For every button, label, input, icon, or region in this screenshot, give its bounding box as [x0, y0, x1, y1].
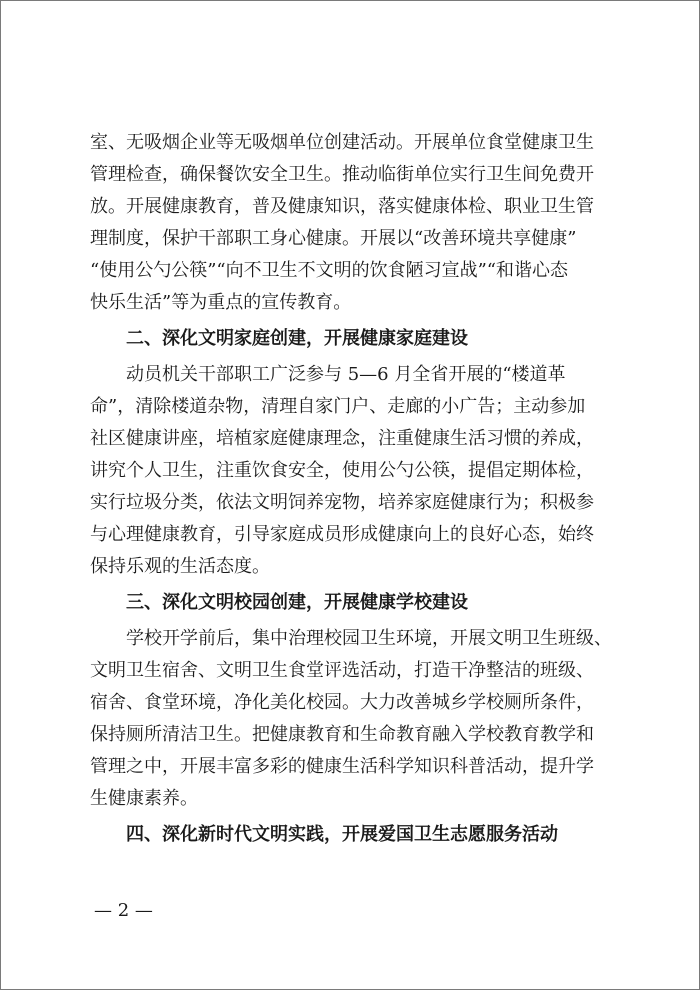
text-line: 与心理健康教育，引导家庭成员形成健康向上的良好心态，始终 — [90, 524, 594, 545]
section-heading-2: 二、深化文明家庭创建，开展健康家庭建设 — [126, 328, 468, 349]
text-line: 放。开展健康教育，普及健康知识，落实健康体检、职业卫生管 — [90, 196, 594, 217]
document-body — [90, 127, 618, 855]
text-line: 文明卫生宿舍、文明卫生食堂评选活动，打造干净整洁的班级、 — [90, 660, 594, 681]
text-line: 管理之中，开展丰富多彩的健康生活科学知识科普活动，提升学 — [90, 756, 594, 777]
section-heading-4: 四、深化新时代文明实践，开展爱国卫生志愿服务活动 — [126, 824, 558, 845]
text-line: 理制度，保护干部职工身心健康。开展以“改善环境共享健康” — [90, 228, 577, 249]
text-line: 快乐生活”等为重点的宣传教育。 — [90, 292, 352, 313]
text-line: 室、无吸烟企业等无吸烟单位创建活动。开展单位食堂健康卫生 — [90, 132, 594, 153]
paragraph-healthy-family — [90, 359, 618, 583]
text-line: 宿舍、食堂环境，净化美化校园。大力改善城乡学校厕所条件， — [90, 692, 594, 713]
section-heading-3: 三、深化文明校园创建，开展健康学校建设 — [126, 592, 468, 613]
paragraph-continued — [90, 127, 618, 319]
text-line: 保持厕所清洁卫生。把健康教育和生命教育融入学校教育教学和 — [90, 724, 594, 745]
text-line: “使用公勺公筷”“向不卫生不文明的饮食陋习宣战”“和谐心态 — [90, 260, 569, 281]
text-line: 社区健康讲座，培植家庭健康理念，注重健康生活习惯的养成， — [90, 428, 594, 449]
text-line: 管理检查，确保餐饮安全卫生。推动临街单位实行卫生间免费开 — [90, 164, 594, 185]
text-line: 命”，清除楼道杂物，清理自家门户、走廊的小广告；主动参加 — [90, 396, 586, 417]
text-line: 保持乐观的生活态度。 — [90, 556, 270, 577]
text-line: 讲究个人卫生，注重饮食安全，使用公勺公筷，提倡定期体检， — [90, 460, 594, 481]
page-number: — 2 — — [94, 900, 153, 921]
text-line: 学校开学前后，集中治理校园卫生环境，开展文明卫生班级、 — [126, 628, 612, 649]
text-line: 生健康素养。 — [90, 788, 198, 809]
text-line: 动员机关干部职工广泛参与 5—6 月全省开展的“楼道革 — [126, 364, 566, 385]
paragraph-healthy-school — [90, 623, 618, 815]
text-line: 实行垃圾分类，依法文明饲养宠物，培养家庭健康行为；积极参 — [90, 492, 594, 513]
